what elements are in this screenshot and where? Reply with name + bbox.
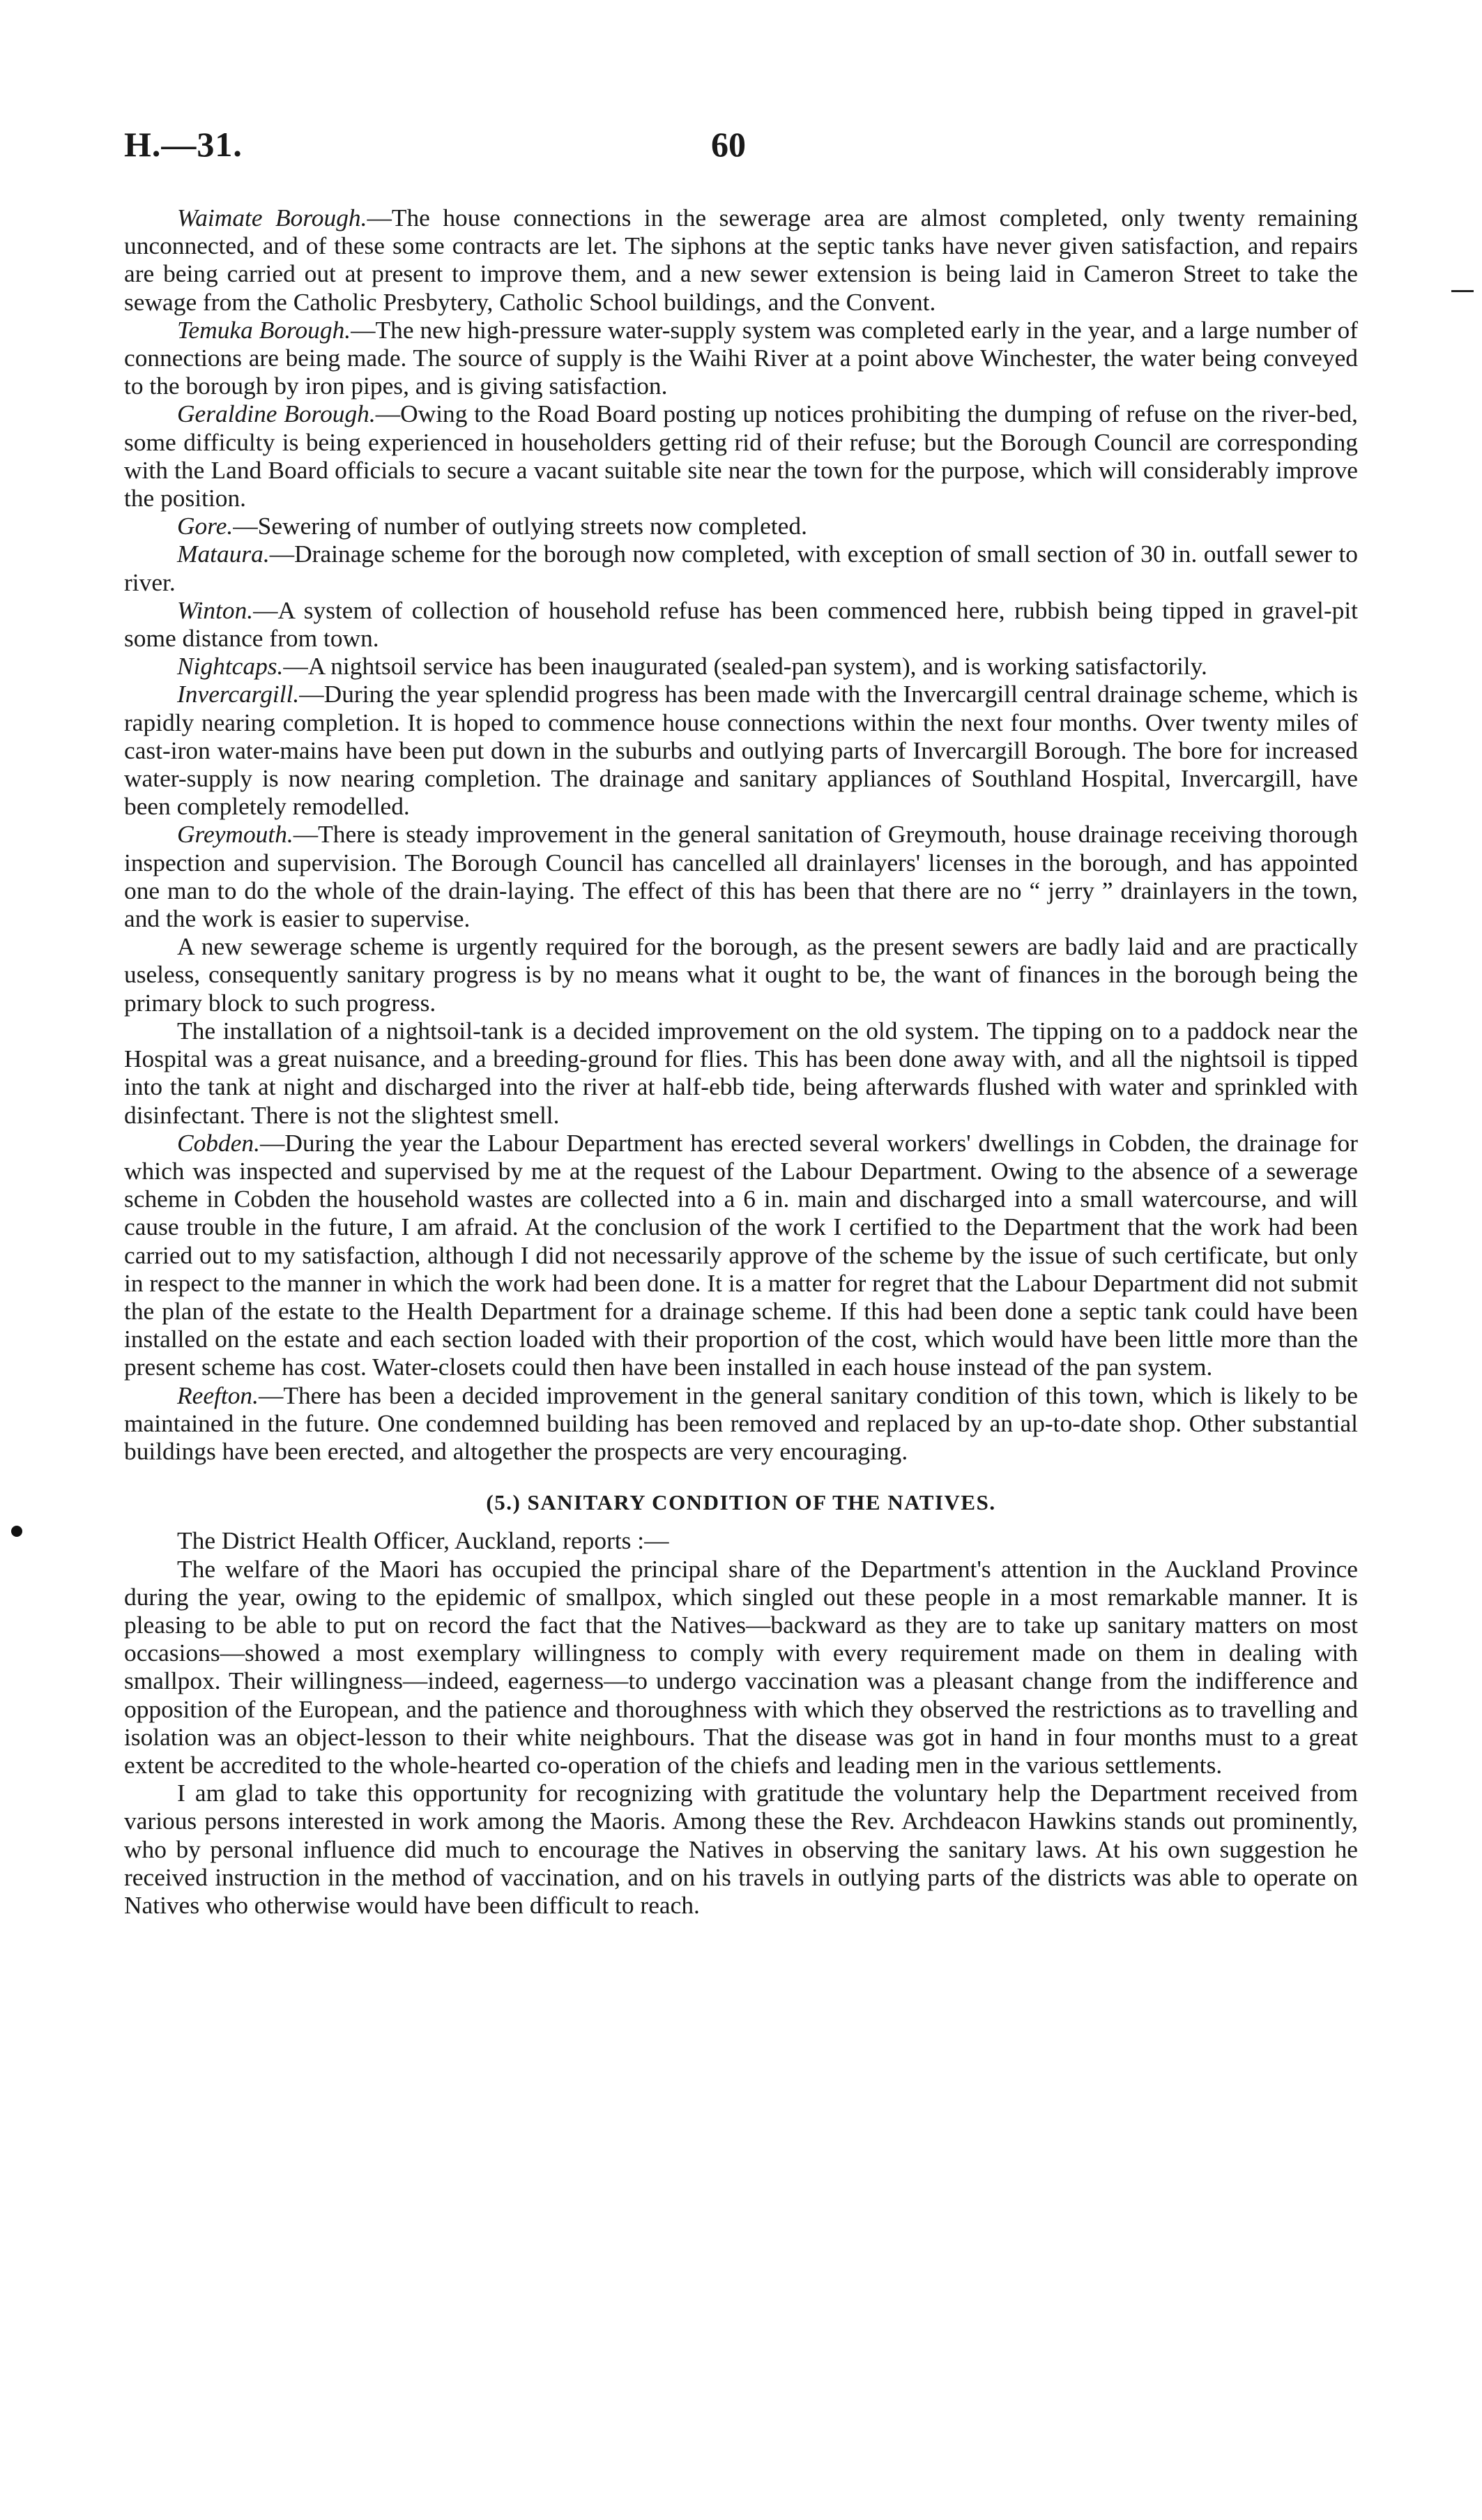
paragraph-text: —Owing to the Road Board posting up notices prohibiting the dumping of refuse on the river-bed, some difficulty is being experienced in householders getting rid of their refuse; but the Borough Council are corresponding with the Land Board officials to secure a vacant suitable site near the town for the purpose, which will considerably improve the position. <box>124 400 1358 513</box>
section-intro: The District Health Officer, Auckland, reports :— <box>177 1526 669 1555</box>
page-number: 60 <box>711 125 746 164</box>
place-name: Mataura. <box>177 540 270 568</box>
body-text <box>124 204 1358 1919</box>
paragraph-mataura <box>124 540 1358 595</box>
paragraph-text: —The new high-pressure water-supply system was completed early in the year, and a large number of connections are being made. The source of supply is the Waihi River at a point above Winchester, the water being conveyed to the borough by iron pipes, and is giving satisfaction. <box>124 315 1359 400</box>
paragraph-greymouth-nightsoil <box>124 1017 1358 1129</box>
place-name: Winton. <box>177 595 254 624</box>
paragraph-greymouth-sewerage <box>124 932 1358 1017</box>
paragraph-text: The installation of a nightsoil-tank is a decided improvement on the old system. The tipping on to a paddock near the Hospital was a great nuisance, and a breeding-ground for flies. This has been done away with, and all the nightsoil is tipped into the tank at night and discharged into the river at half-ebb tide, being afterwards flushed with water and sprinkled with disinfectant. There is not the slightest smell. <box>124 1016 1358 1129</box>
paragraph-text: —During the year splendid progress has been made with the Invercargill central drainage scheme, which is rapidly nearing completion. It is hoped to commence house connections within the next four months. Over twenty miles of cast-iron water-mains have been put down in the suburbs and outlying parts of Invercargill Borough. The bore for increased water-supply is now nearing completion. The drainage and sanitary appliances of Southland Hospital, Invercargill, have been completely remodelled. <box>124 680 1358 821</box>
paragraph-archdeacon: I am glad to take this opportunity for recognizing with gratitude the voluntary help the Department received from various persons interested in work among the Maoris. Among these the Rev. Archdeacon Hawkins stands out prominently, who by personal influence did much to encourage the Natives in observing the sanitary laws. At his own suggestion he received instruction in the method of vaccination, and on his travels in outlying parts of the districts was able to operate on Natives who otherwise would have been difficult to reach. <box>124 1779 1358 1919</box>
paragraph-gore <box>124 512 1358 540</box>
place-name: Temuka Borough. <box>177 315 351 344</box>
paragraph-maori-welfare: The welfare of the Maori has occupied the principal share of the Department's attention in the Auckland Province during the year, owing to the epidemic of smallpox, which singled out these people in a most remarkable manner. It is pleasing to be able to put on record the fact that the Natives—backward as they are to take up sanitary matters on most occasions—showed a most exemplary willingness to comply with every requirement made on them in dealing with smallpox. Their willingness—indeed, eagerness—to undergo vaccination was a pleasant change from the indifference and opposition of the European, and the patience and thoroughness with which they observed the restrictions as to travelling and isolation was an object-lesson to their white neighbours. That the disease was got in hand in four months must to a great extent be accredited to the whole-hearted co-operation of the chiefs and leading men in the various settlements. <box>124 1554 1358 1779</box>
paragraph-text: —During the year the Labour Department has erected several workers' dwellings in Cobden, the drainage for which was inspected and supervised by me at the request of the Labour Department. Owing to the absence of a sewerage scheme in Cobden the household wastes are collected into a 6 in. main and discharged into a small watercourse, and will cause trouble in the future, I am afraid. At the conclusion of the work I certified to the Department that the work had been carried out to my satisfaction, although I did not necessarily approve of the scheme by the issue of such certificate, but only in respect to the manner in which the work had been done. It is a matter for regret that the Labour Department did not submit the plan of the estate to the Health Department for a drainage scheme. If this had been done a septic tank could have been installed on the estate and each section loaded with their proportion of the cost, which would have been little more than the present scheme has cost. Water-closets could then have been installed in each house instead of the pan system. <box>124 1128 1358 1381</box>
paragraph-cobden <box>124 1129 1358 1381</box>
paragraph-geraldine <box>124 400 1358 512</box>
paragraph-text: —Drainage scheme for the borough now completed, with exception of small section of 30 in. outfall sewer to river. <box>124 540 1358 596</box>
place-name: Nightcaps. <box>177 652 284 681</box>
paragraph-text: —There has been a decided improvement in the general sanitary condition of this town, which is likely to be maintained in the future. One condemned building has been removed and replaced by an up-to-date shop. Other substantial buildings have been erected, and altogether the prospects are very encouraging. <box>124 1381 1358 1465</box>
paragraph-text: —The house connections in the sewerage area are almost completed, only twenty remaining unconnected, and of these some contracts are let. The siphons at the septic tanks have never given satisfaction, and repairs are being carried out at present to improve them, and a new sewer extension is being laid in Cameron Street to take the sewage from the Catholic Presbytery, Catholic School buildings, and the Convent. <box>124 204 1358 316</box>
place-name: Reefton. <box>177 1381 259 1409</box>
paragraph-text: A new sewerage scheme is urgently required for the borough, as the present sewers are badly laid and are practically useless, consequently sanitary progress is by no means what it ought to be, the want of finances in the borough being the primary block to such progress. <box>124 932 1358 1017</box>
paragraph-winton <box>124 596 1358 652</box>
paragraph-text: —Sewering of number of outlying streets now completed. <box>233 512 807 540</box>
paragraph-text: —There is steady improvement in the general sanitation of Greymouth, house drainage receiving thorough inspection and supervision. The Borough Council has cancelled all drainlayers' licenses in the borough, and has appointed one man to do the whole of the drain-laying. The effect of this has been that there are no “ jerry ” drainlayers in the town, and the work is easier to supervise. <box>124 820 1358 933</box>
paragraph-text: —A nightsoil service has been inaugurated (sealed-pan system), and is working satisfactorily. <box>283 652 1207 681</box>
paragraph-text: —A system of collection of household refuse has been commenced here, rubbish being tipped in gravel-pit some distance from town. <box>124 595 1358 653</box>
place-name: Waimate Borough. <box>177 204 367 231</box>
place-name: Greymouth. <box>177 820 293 849</box>
section-heading: (5.) SANITARY CONDITION OF THE NATIVES. <box>486 1490 996 1515</box>
place-name: Cobden. <box>177 1128 260 1157</box>
paragraph-nightcaps <box>124 652 1358 680</box>
paragraph-temuka <box>124 316 1358 400</box>
place-name: Invercargill. <box>177 680 300 708</box>
paragraph-greymouth <box>124 820 1358 932</box>
page-header <box>124 124 1358 173</box>
paragraph-reefton <box>124 1381 1358 1466</box>
paragraph-waimate <box>124 204 1358 316</box>
place-name: Geraldine Borough. <box>177 400 376 428</box>
document-reference: H.—31. <box>124 125 243 164</box>
margin-bullet <box>11 1526 22 1537</box>
paragraph-invercargill <box>124 680 1358 820</box>
margin-mark <box>1451 290 1474 292</box>
place-name: Gore. <box>177 512 234 540</box>
